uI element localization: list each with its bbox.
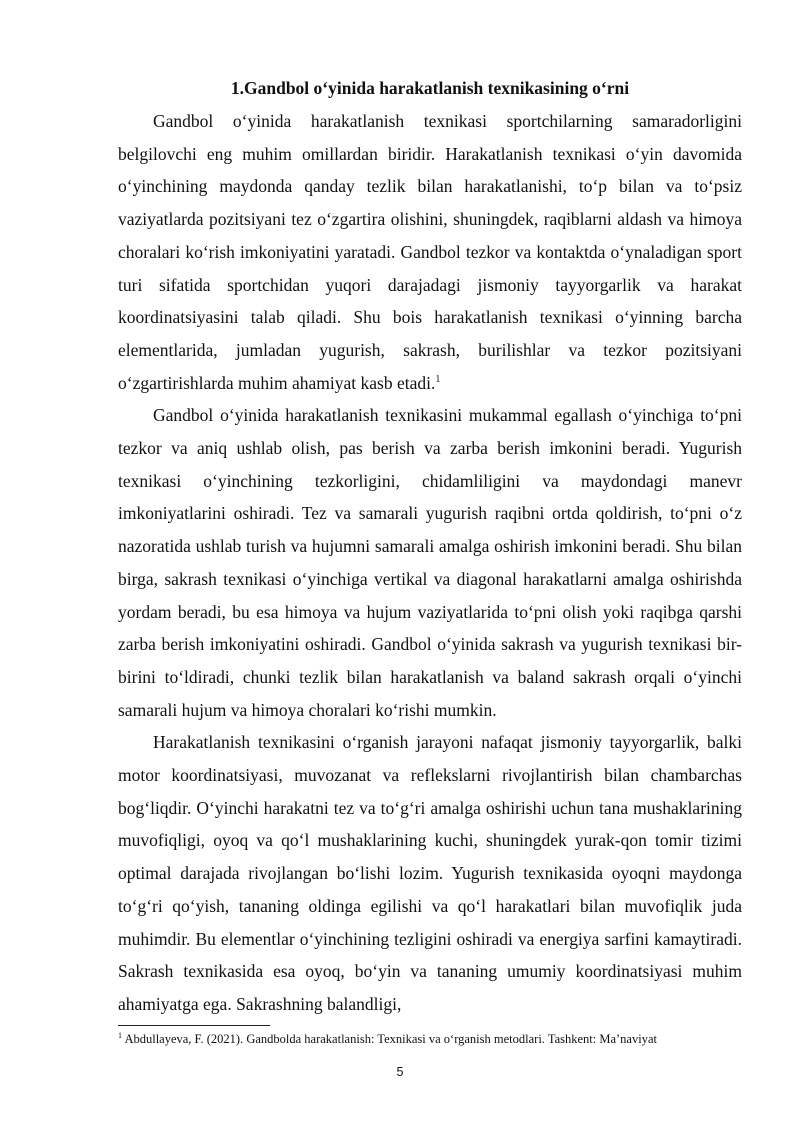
page-number: 5 [396,1065,404,1079]
footnote [118,1031,742,1047]
paragraph-1 [118,105,742,399]
footnote-marker: 1 [118,1030,122,1040]
paragraph-1-text: Gandbol o‘yinida harakatlanish texnikasi sportchilarning samaradorligini belgilovchi eng muhim omillardan biridir. Harakatlanish texnikasi o‘yin davomida o‘yinchining maydonda qanday tezlik bilan harakatlanishi, to‘p bilan va to‘psiz vaziyatlarda pozitsiyani tez o‘zgartira olishini, shuningdek, raqiblarni aldash va himoya choralari ko‘rish imkoniyatini yaratadi. Gandbol tezkor va kontaktda o‘ynaladigan sport turi sifatida sportchidan yuqori darajadagi jismoniy tayyorgarlik va harakat koordinatsiyasini talab qiladi. Shu bois harakatlanish texnikasi o‘yinning barcha elementlarida, jumladan yugurish, sakrash, burilishlar va tezkor pozitsiyani o‘zgartirishlarda muhim ahamiyat kasb etadi. [118,111,742,393]
paragraph-3-text: Harakatlanish texnikasini o‘rganish jarayoni nafaqat jismoniy tayyorgarlik, balki motor koordinatsiyasi, muvozanat va reflekslarni rivojlantirish bilan chambarchas bog‘liqdir. O‘yinchi harakatni tez va to‘g‘ri amalga oshirishi uchun tana mushaklarining muvofiqligi, oyoq va qo‘l mushaklarining kuchi, shuningdek yurak-qon tomir tizimi optimal darajada rivojlangan bo‘lishi lozim. Yugurish texnikasida oyoqni maydonga to‘g‘ri qo‘yish, tananing oldinga egilishi va qo‘l harakatlari bilan muvofiqlik juda muhimdir. Bu elementlar o‘yinchining tezligini oshiradi va energiya sarfini kamaytiradi. Sakrash texnikasida esa oyoq, bo‘yin va tananing umumiy koordinatsiyasi muhim ahamiyatga ega. Sakrashning balandligi, [118,732,742,1014]
footnote-text: Abdullayeva, F. (2021). Gandbolda harakatlanish: Texnikasi va o‘rganish metodlari. Tashkent: Ma’naviyat [124,1032,657,1046]
footnote-reference[interactable]: 1 [435,373,441,385]
section-title: 1.Gandbol o‘yinida harakatlanish texnikasining o‘rni [230,78,630,98]
paragraph-2 [118,399,742,726]
paragraph-2-text: Gandbol o‘yinida harakatlanish texnikasini mukammal egallash o‘yinchiga to‘pni tezkor va aniq ushlab olish, pas berish va zarba berish imkonini beradi. Yugurish texnikasi o‘yinchining tezkorligini, chidamliligini va maydondagi manevr imkoniyatlarini oshiradi. Tez va samarali yugurish raqibni ortda qoldirish, to‘pni o‘z nazoratida ushlab turish va hujumni samarali amalga oshirish imkonini beradi. Shu bilan birga, sakrash texnikasi o‘yinchiga vertikal va diagonal harakatlarni amalga oshirishda yordam beradi, bu esa himoya va hujum vaziyatlarida to‘pni olish yoki raqibga qarshi zarba berish imkoniyatini oshiradi. Gandbol o‘yinida sakrash va yugurish texnikasi bir-birini to‘ldiradi, chunki tezlik bilan harakatlanish va baland sakrash orqali o‘yinchi samarali hujum va himoya choralari ko‘rishi mumkin. [118,405,742,720]
paragraph-3 [118,726,742,1020]
body-text [118,105,742,1021]
footnote-separator [118,1025,270,1026]
